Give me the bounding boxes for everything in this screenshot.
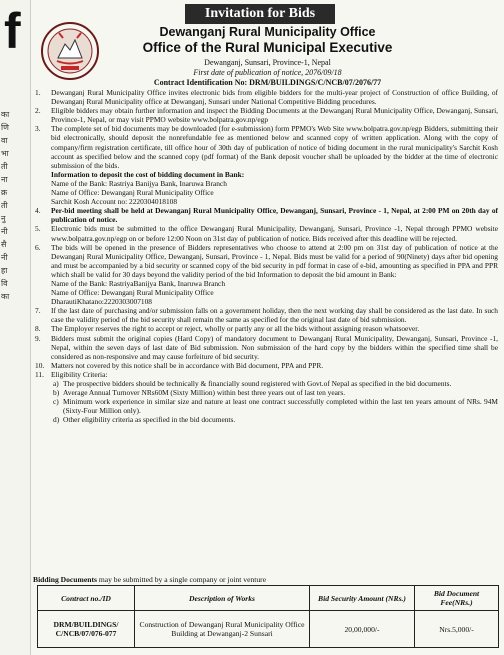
notice-clause xyxy=(33,170,498,206)
clause-text: The Employer reserves the right to accept or reject, wholly or partly any or all the bids without assigning reason whatsoever. xyxy=(51,324,420,334)
clause-number: 1. xyxy=(35,88,41,97)
adjacent-page-strip xyxy=(0,0,31,655)
adjacent-page-fragment: सै xyxy=(1,240,7,249)
adjacent-page-fragment: नी xyxy=(1,253,8,262)
clause-number: 5. xyxy=(35,224,41,234)
contract-identification: Contract Identification No: DRM/BUILDINGS/C/NCB/07/2076/77 xyxy=(153,78,382,87)
header-description: Description of Works xyxy=(135,586,310,611)
clause-line: Name of the Bank: RastriyaBanijya Bank, Inaruwa Branch xyxy=(51,278,226,288)
clause-text: The complete set of bid documents may be downloaded (for e-submission) form PPMO's Web Site www.bolpatra.gov.np/egp Bidders, submitting their bid electronically, should deposit the nonrefundable fee as mentioned below and scanned copy of written application. Along with the copy of company/firm registration certificate, till office hour of 30th day of publication of notice of biding document in the rural municipality's Sarchit Kosh account as specified below and the scanned copy (pdf format) of the Bank deposit voucher shall be uploaded by the bidder at the time of electronic submission of the bids. xyxy=(51,124,498,170)
clause-number: 3. xyxy=(35,124,41,134)
clause-number: 7. xyxy=(35,306,41,316)
municipality-name: Dewanganj Rural Municipality Office xyxy=(159,25,376,39)
adjacent-page-fragment: क्र xyxy=(1,188,8,197)
header-contract-id: Contract no./ID xyxy=(38,586,135,611)
submission-note-text: may be submitted by a single company or joint venture xyxy=(96,575,267,584)
criterion-text: Other eligibility criteria as specified in the bid documents. xyxy=(63,415,236,425)
clause-line: Name of Office: Dewanganj Rural Municipality Office xyxy=(51,288,214,298)
adjacent-page-letter: f xyxy=(4,3,21,59)
clause-number: 9. xyxy=(35,333,41,343)
cell-description: Construction of Dewanganj Rural Municipality Office Building at Dewanganj-2 Sunsari xyxy=(135,611,310,648)
clause-bold-text: Information to deposit the cost of bidding document in Bank: xyxy=(51,169,245,179)
clause-text: Matters not covered by this notice shall be in accordance with Bid document, PPA and PPR. xyxy=(51,360,324,370)
clause-number: 4. xyxy=(35,206,41,216)
clause-text: Eligibility Criteria: xyxy=(51,369,108,379)
criterion-letter: b) xyxy=(53,388,60,398)
notice-clause xyxy=(33,361,498,370)
clause-text: The bids will be opened in the presence of Bidders representatives who choose to attend at 2:00 pm on 31st day of publication of notice at the Dewanganj Rural Municipality Office, Dewanganj, Sunsari, Province - 1, Nepal. Bids must be valid for a period of 90(Ninety) days after bid opening and must be accompanied by a bid security or scanned copy of the bid security in pdf format in case of e-bid, amounting as specified in PPA and PPR which shall be valid for 30 days beyond the validity period of the bid Information to deposit the bid amount in Bank: xyxy=(51,242,498,279)
clause-text: Dewanganj Rural Municipality Office invites electronic bids from eligible bidders for the multi-year project of Construction of office Building, of Dewanganj Rural Municipality office at Dewanganj, Sunsari under National Competitive Bidding procedures. xyxy=(51,88,498,107)
table-header-row xyxy=(38,586,499,611)
submission-note xyxy=(33,575,266,584)
clause-text: Electronic bids must be submitted to the office Dewanganj Rural Municipality, Dewanganj, Sunsari, Province -1, Nepal through PPMO website www.bolpatra.gov.np/egp on or before 12:00 Noon on 31st day of publication of notice. Bids received after this deadline will be rejected. xyxy=(51,224,498,243)
criterion-letter: d) xyxy=(53,415,60,425)
eligibility-criterion xyxy=(51,397,498,415)
notice-clause xyxy=(33,88,498,106)
adjacent-page-fragment: का xyxy=(1,110,10,119)
cell-contract-id: DRM/BUILDINGS/ C/NCB/07/076-077 xyxy=(38,611,135,648)
notice-clause xyxy=(33,124,498,169)
clause-text: If the last date of purchasing and/or submission falls on a government holiday, then the next working day shall be considered as the last date. In such case the validity period of the bid security shall remain the same as specified for the original last date of bid submission. xyxy=(51,306,498,325)
criterion-text: Average Annual Turnover NRs60M (Sixty Million) within best three years out of last ten years. xyxy=(63,388,346,398)
adjacent-page-fragment: ती xyxy=(1,201,8,210)
criterion-letter: c) xyxy=(53,397,59,407)
eligibility-criterion xyxy=(51,388,498,397)
notice-clause xyxy=(33,324,498,333)
eligibility-criterion xyxy=(51,415,498,424)
notice-clause xyxy=(33,206,498,224)
clause-number: 2. xyxy=(35,106,41,116)
header-bid-security: Bid Security Amount (NRs.) xyxy=(310,586,415,611)
clause-line: Sarchit Kosh Account no: 2220304018108 xyxy=(51,197,178,207)
clause-text: Bidders must submit the original copies (Hard Copy) of mandatory document to Dewanganj Rural Municipality, Dewanganj, Sunsari, Province -1, Nepal, within the seven days of last date of Bid submission. Non submission of the hard copy by the bidders within the specified time shall be considered as non-responsive and may cause forfeiture of bid security. xyxy=(51,333,498,361)
contract-table xyxy=(37,585,499,648)
table-row xyxy=(38,611,499,648)
clause-text: Eligible bidders may obtain further information and inspect the Bidding Documents at the Dewanganj Rural Municipality Office, Dewanganj, Sunsari, Province-1, Nepal, or may visit PPMO website www.bolpatra.gov.np/egp xyxy=(51,106,498,125)
adjacent-page-fragment: नी xyxy=(1,227,8,236)
notice-clause xyxy=(33,106,498,124)
eligibility-criterion xyxy=(51,379,498,388)
clause-line: Name of Office: Dewanganj Rural Municipality Office xyxy=(51,188,214,198)
clause-line: Name of the Bank: Rastriya Banijya Bank, Inaruwa Branch xyxy=(51,178,227,188)
adjacent-page-fragment: हा xyxy=(1,266,8,275)
notice-clause xyxy=(33,243,498,307)
clause-number: 6. xyxy=(35,242,41,252)
office-name: Office of the Rural Municipal Executive xyxy=(142,40,393,55)
notice-clause xyxy=(33,334,498,361)
notice-clauses xyxy=(33,88,498,424)
adjacent-page-text xyxy=(1,108,29,303)
adjacent-page-fragment: ना xyxy=(1,175,8,184)
notice-document xyxy=(31,0,504,655)
criterion-letter: a) xyxy=(53,379,59,388)
criterion-text: Minimum work experience in similar size and nature at least one contract successfully completed within the last ten years amount of NRs. 94M (Sixty-Four Million only). xyxy=(63,397,498,416)
notice-title-banner: Invitation for Bids xyxy=(185,4,335,24)
adjacent-page-fragment: वा xyxy=(1,136,8,145)
clause-bold-text: Per-bid meeting shall be held at Dewanganj Rural Municipality Office, Dewanganj, Sunsari, Province - 1, Nepal, at 2:00 PM on 20th day of publication of notice. xyxy=(51,206,498,225)
office-address: Dewanganj, Sunsari, Province-1, Nepal xyxy=(204,58,331,67)
publication-date: First date of publication of notice, 2076/09/18 xyxy=(193,68,342,77)
clause-line: DharautiKhatano:2220303007108 xyxy=(51,297,152,307)
adjacent-page-fragment: भा xyxy=(1,149,9,158)
criterion-text: The prospective bidders should be technically & financially sound registered with Govt.of Nepal as specified in the bid documents. xyxy=(63,379,452,388)
adjacent-page-fragment: ती xyxy=(1,162,8,171)
notice-clause xyxy=(33,306,498,324)
adjacent-page-fragment: का xyxy=(1,292,10,301)
submission-note-label: Bidding Documents xyxy=(33,575,97,584)
header-document-fee: Bid Document Fee(NRs.) xyxy=(415,586,499,611)
adjacent-page-fragment: णि xyxy=(1,123,9,132)
adjacent-page-fragment: नु xyxy=(1,214,6,223)
clause-number: 11. xyxy=(35,369,44,379)
clause-number: 10. xyxy=(35,360,45,370)
clause-number: 8. xyxy=(35,324,41,334)
cell-bid-security: 20,00,000/- xyxy=(310,611,415,648)
cell-document-fee: Nrs.5,000/- xyxy=(415,611,499,648)
notice-clause xyxy=(33,224,498,242)
adjacent-page-fragment: वि xyxy=(1,279,8,288)
notice-clause xyxy=(33,370,498,425)
